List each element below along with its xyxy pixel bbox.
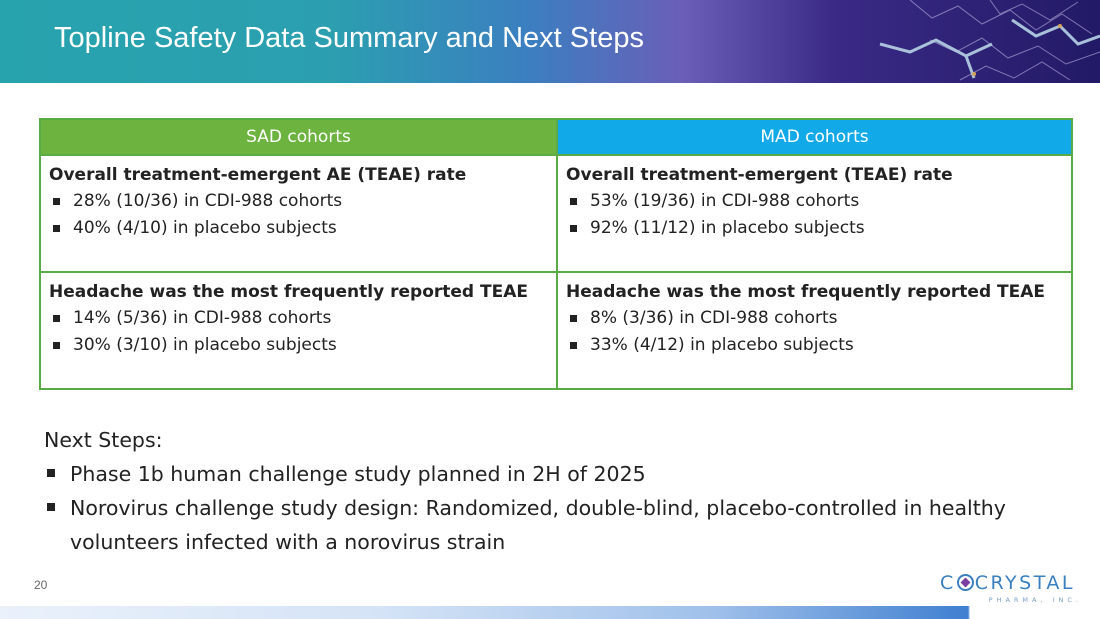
list-item <box>49 188 548 215</box>
safety-summary-table <box>39 118 1073 390</box>
header-banner <box>0 0 1100 83</box>
logo-name-suffix: CRYSTAL <box>974 572 1075 594</box>
square-bullet-icon <box>53 342 60 349</box>
square-bullet-icon <box>53 198 60 205</box>
list-item <box>49 215 548 242</box>
table-row <box>40 272 1072 389</box>
list-item <box>566 305 1063 332</box>
list-item <box>49 305 548 332</box>
table-cell <box>557 272 1072 389</box>
table-header-row <box>40 119 1072 155</box>
cell-heading: Headache was the most frequently reported TEAE <box>49 282 528 302</box>
list-item-text: 40% (4/10) in placebo subjects <box>73 218 337 238</box>
square-bullet-icon <box>53 315 60 322</box>
square-bullet-icon <box>53 225 60 232</box>
company-logo <box>940 572 1082 606</box>
cell-heading: Headache was the most frequently reported TEAE <box>566 282 1046 302</box>
next-steps-heading: Next Steps: <box>44 428 163 452</box>
logo-subtitle: PHARMA, INC. <box>988 596 1082 604</box>
logo-name-prefix: C <box>940 572 956 594</box>
list-item-text: 92% (11/12) in placebo subjects <box>590 218 865 238</box>
next-steps-section <box>44 424 1044 559</box>
page-title: Topline Safety Data Summary and Next Steps <box>54 22 644 54</box>
list-item-text: 53% (19/36) in CDI-988 cohorts <box>590 191 860 211</box>
list-item-text: 8% (3/36) in CDI-988 cohorts <box>590 308 838 328</box>
list-item-text: 14% (5/36) in CDI-988 cohorts <box>73 308 332 328</box>
column-header-mad: MAD cohorts <box>557 119 1072 155</box>
list-item <box>49 332 548 359</box>
list-item <box>44 457 1044 491</box>
list-item-text: Norovirus challenge study design: Randomized, double-blind, placebo-controlled in healthy volunteers infected with a norovirus strain <box>70 496 1006 554</box>
square-bullet-icon <box>570 342 577 349</box>
list-item-text: Phase 1b human challenge study planned in 2H of 2025 <box>70 462 646 486</box>
table-cell <box>40 272 557 389</box>
list-item <box>566 332 1063 359</box>
table-row <box>40 155 1072 272</box>
table-cell <box>40 155 557 272</box>
logo-wordmark <box>940 572 1075 594</box>
square-bullet-icon <box>570 198 577 205</box>
cell-heading: Overall treatment-emergent AE (TEAE) rate <box>49 165 467 185</box>
list-item-text: 33% (4/12) in placebo subjects <box>590 335 854 355</box>
square-bullet-icon <box>570 315 577 322</box>
column-header-sad: SAD cohorts <box>40 119 557 155</box>
cell-heading: Overall treatment-emergent (TEAE) rate <box>566 165 953 185</box>
hexagon-logo-icon <box>957 574 974 591</box>
square-bullet-icon <box>47 469 55 477</box>
square-bullet-icon <box>570 225 577 232</box>
footer-gradient-bar <box>0 606 1100 619</box>
page-number: 20 <box>34 578 48 592</box>
list-item <box>44 491 1044 559</box>
list-item <box>566 215 1063 242</box>
square-bullet-icon <box>47 503 55 511</box>
list-item-text: 30% (3/10) in placebo subjects <box>73 335 337 355</box>
table-cell <box>557 155 1072 272</box>
molecule-illustration <box>760 0 1100 83</box>
list-item <box>566 188 1063 215</box>
list-item-text: 28% (10/36) in CDI-988 cohorts <box>73 191 343 211</box>
